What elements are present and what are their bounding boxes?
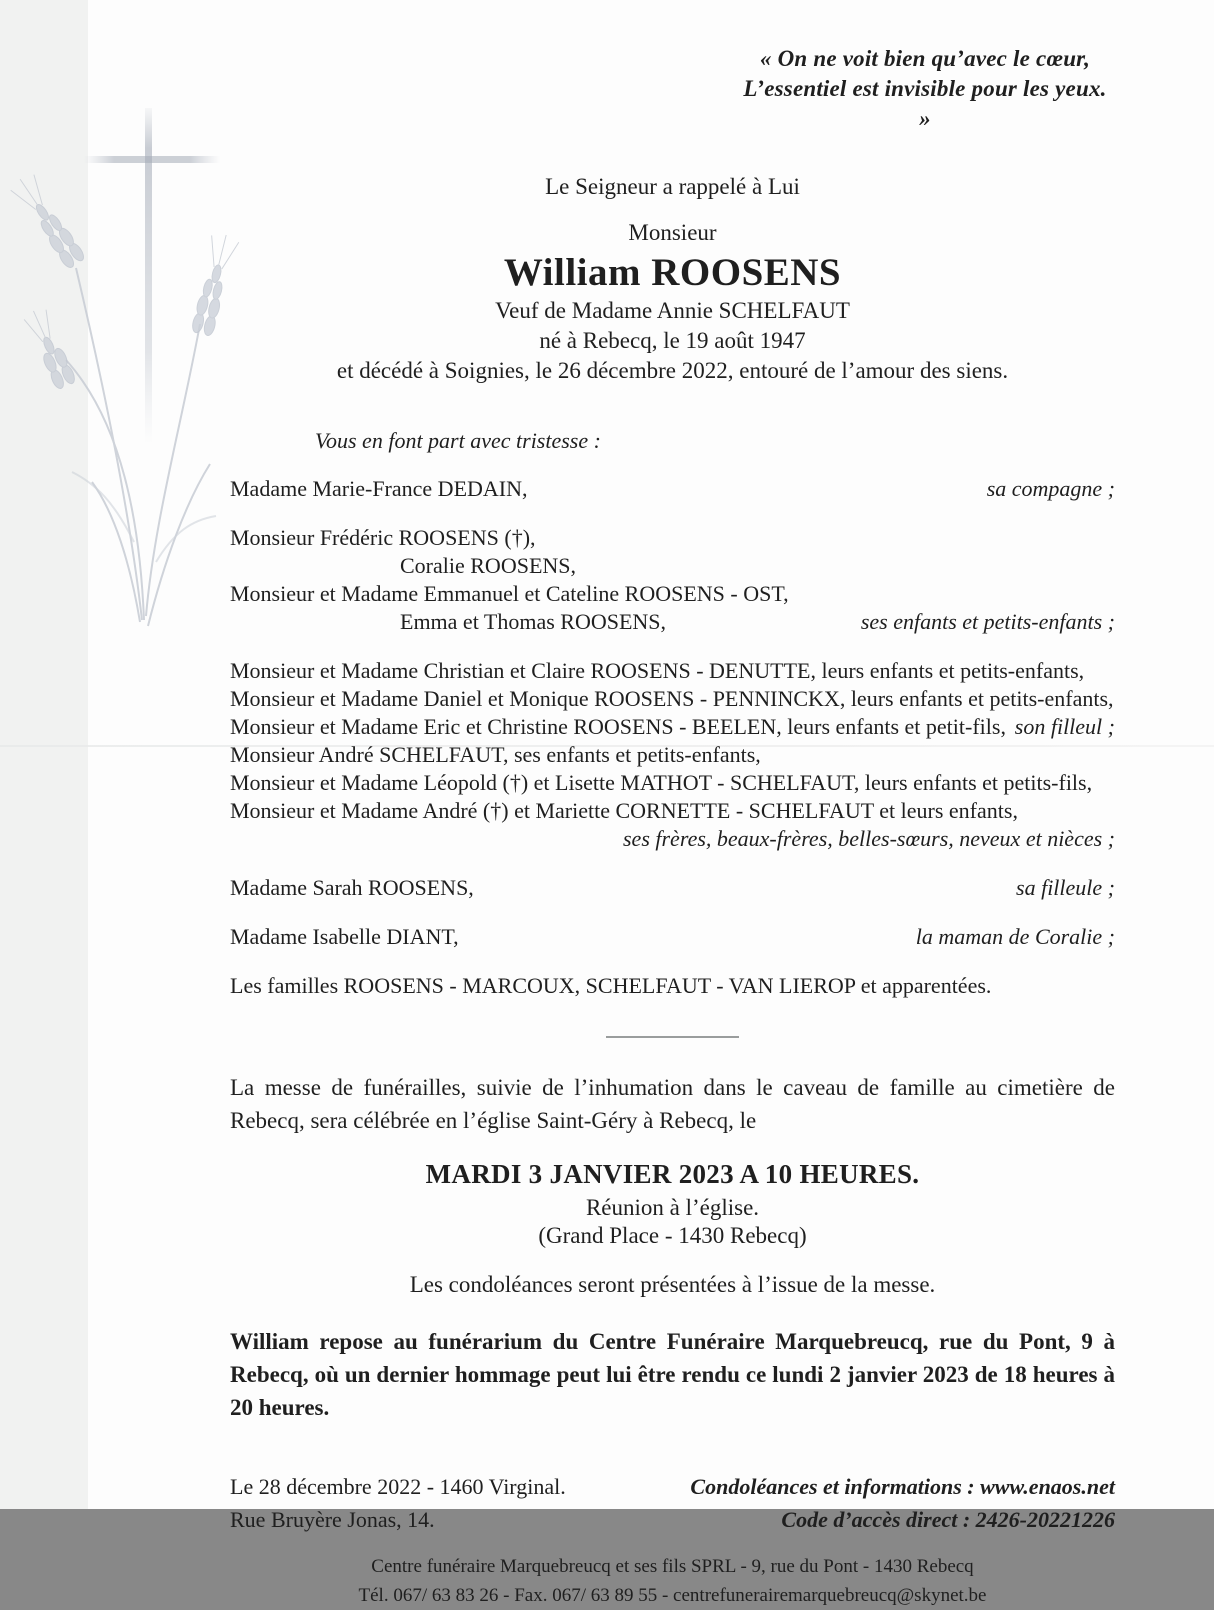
family-line [230,475,1115,503]
family-member: Madame Marie-France DEDAIN, [230,476,528,501]
family-relation: son filleul ; [1014,714,1115,739]
footer-row [230,1470,1115,1536]
family-member: Monsieur et Madame Christian et Claire ROOSENS - DENUTTE, leurs enfants et petits-enfants, [230,658,1085,683]
family-line [230,769,1115,797]
repose-paragraph: William repose au funérarium du Centre Funéraire Marquebreucq, rue du Pont, 9 à Rebecq, où un dernier hommage peut lui être rendu ce lundi 2 janvier 2023 de 18 heures à 20 heures. [230,1329,1115,1420]
family-group-extended [230,972,1115,1000]
condolences-line: Les condoléances seront présentées à l’issue de la messe. [409,1272,936,1297]
death-line: et décédé à Soignies, le 26 décembre 2022, entouré de l’amour des siens. [336,358,1009,383]
family-line [230,608,1115,636]
quote-line-2: L’essentiel est invisible pour les yeux. » [743,76,1107,131]
family-line [230,874,1115,902]
funeral-home-line-2: Tél. 067/ 63 83 26 - Fax. 067/ 63 89 55 - centrefunerairemarquebreucq@skynet.be [358,1585,987,1606]
title-prefix: Monsieur [628,220,717,245]
footer-date-place: Le 28 décembre 2022 - 1460 Virginal. [230,1474,566,1499]
funeral-date-heading: MARDI 3 JANVIER 2023 A 10 HEURES. [425,1159,920,1189]
birth-line: né à Rebecq, le 19 août 1947 [539,328,806,353]
family-member: Madame Sarah ROOSENS, [230,875,474,900]
family-member: Madame Isabelle DIANT, [230,924,459,949]
funeral-service-paragraph: La messe de funérailles, suivie de l’inhumation dans le caveau de famille au cimetière de Rebecq, sera célébrée en l’église Saint-Géry à Rebecq, le [230,1075,1115,1133]
footer-access-code: Code d’accès direct : 2426-20221226 [781,1507,1115,1532]
footer-left [230,1470,566,1536]
family-group-siblings [230,657,1115,853]
family-member: Monsieur et Madame André (†) et Mariette CORNETTE - SCHELFAUT et leurs enfants, [230,798,1018,823]
quote-line-1: « On ne voit bien qu’avec le cœur, [759,46,1091,71]
family-relation: sa compagne ; [986,476,1115,501]
family-relation: ses enfants et petits-enfants ; [860,609,1115,634]
family-member: Coralie ROOSENS, [400,553,576,578]
family-group-diant [230,923,1115,951]
family-line [230,825,1115,853]
family-member: Monsieur André SCHELFAUT, ses enfants et petits-enfants, [230,742,761,767]
family-member: Monsieur et Madame Eric et Christine ROOSENS - BEELEN, leurs enfants et petit-fils, [230,714,1006,739]
footer-right [690,1470,1115,1536]
family-line [230,524,1115,552]
family-line [230,580,1115,608]
location-line: (Grand Place - 1430 Rebecq) [538,1223,807,1248]
funeral-home-footer [230,1552,1115,1610]
family-relation: sa filleule ; [1016,875,1115,900]
announcement-lead: Vous en font part avec tristesse : [315,428,601,453]
meeting-line: Réunion à l’église. [585,1195,760,1220]
family-group-goddaughter [230,874,1115,902]
family-line [230,797,1115,825]
funeral-home-line-1: Centre funéraire Marquebreucq et ses fils SPRL - 9, rue du Pont - 1430 Rebecq [371,1556,974,1577]
family-member: Monsieur Frédéric ROOSENS (†), [230,525,536,550]
opening-quote [735,44,1115,134]
footer-address: Rue Bruyère Jonas, 14. [230,1507,435,1532]
intro-line: Le Seigneur a rappelé à Lui [545,174,800,199]
announcement-content [230,0,1115,1610]
family-group-children [230,524,1115,636]
footer-condolences-info: Condoléances et informations : www.enaos.net [690,1474,1115,1499]
family-member: Monsieur et Madame Léopold (†) et Lisette MATHOT - SCHELFAUT, leurs enfants et petits-fils, [230,770,1093,795]
family-line [230,741,1115,769]
family-line [230,923,1115,951]
deceased-name: William ROOSENS [503,251,842,294]
family-relation: la maman de Coralie ; [915,924,1115,949]
family-line [230,552,1115,580]
family-line [230,713,1115,741]
family-member: Emma et Thomas ROOSENS, [400,609,667,634]
family-line [230,685,1115,713]
family-member: Monsieur et Madame Emmanuel et Cateline ROOSENS - OST, [230,581,789,606]
family-line [230,657,1115,685]
family-relation: ses frères, beaux-frères, belles-sœurs, neveux et nièces ; [623,826,1115,851]
family-member: Les familles ROOSENS - MARCOUX, SCHELFAUT - VAN LIEROP et apparentées. [230,973,992,998]
family-member: Monsieur et Madame Daniel et Monique ROOSENS - PENNINCKX, leurs enfants et petits-enfants, [230,686,1114,711]
family-line [230,972,1115,1000]
widower-line: Veuf de Madame Annie SCHELFAUT [495,298,850,323]
section-divider [606,1036,739,1038]
family-group-companion [230,475,1115,503]
